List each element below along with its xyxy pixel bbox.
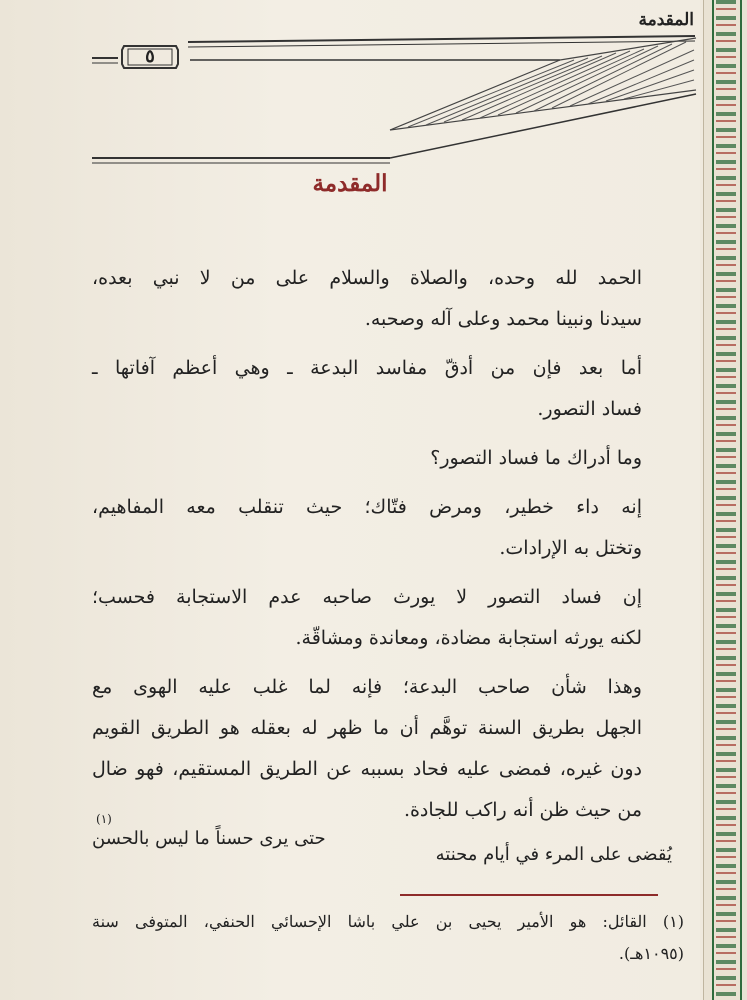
poem-second-hemistich: حتى يرى حسناً ما ليس بالحسن [92, 828, 326, 849]
body-text [92, 258, 672, 839]
text-line: وهذا شأن صاحب البدعة؛ فإنه لما غلب عليه الهوى مع [92, 676, 642, 698]
page-number: ٥ [145, 46, 155, 67]
footnote-line: (١) القائل: هو الأمير يحيى بن علي باشا الإحسائي الحنفي، المتوفى سنة [92, 912, 684, 931]
text-line: وما أدراك ما فساد التصور؟ [430, 447, 642, 469]
paragraph [92, 577, 672, 659]
text-line: أما بعد فإن من أدقّ مفاسد البدعة ـ وهي أعظم آفاتها ـ [92, 357, 642, 379]
footnote-line: (١٠٩٥هـ). [618, 944, 684, 963]
footnote-separator [400, 894, 658, 896]
footnote-marker: (١) [96, 812, 112, 826]
paragraph [92, 667, 672, 831]
poem-verse [92, 820, 672, 880]
header-ornament-rules [90, 30, 700, 170]
running-head-title: المقدمة [638, 10, 694, 30]
text-line: الجهل بطريق السنة توهَّم أن ما ظهر له بعقله هو الطريق القويم [92, 717, 642, 739]
poem-first-hemistich: يُقضى على المرء في أيام محنته [435, 844, 672, 865]
section-title: المقدمة [312, 170, 388, 197]
ornamental-border-band [716, 0, 736, 1000]
facing-page-border [703, 0, 747, 1000]
text-line: الحمد لله وحده، والصلاة والسلام على من لا نبي بعده، [92, 267, 642, 289]
text-line: لكنه يورثه استجابة مضادة، ومعاندة ومشاقّة. [295, 627, 642, 649]
text-line: دون غيره، فمضى عليه فحاد بسببه عن الطريق المستقيم، فهو ضال [92, 758, 642, 780]
text-line: إنه داء خطير، ومرض فتّاك؛ حيث تنقلب معه المفاهيم، [92, 496, 642, 518]
footnote [92, 906, 684, 970]
paragraph [92, 258, 672, 340]
paragraph [92, 348, 672, 430]
text-line: فساد التصور. [537, 398, 642, 420]
text-line: من حيث ظن أنه راكب للجادة. [403, 799, 642, 821]
text-line: وتختل به الإرادات. [499, 537, 642, 559]
text-line: إن فساد التصور لا يورث صاحبه عدم الاستجابة فحسب؛ [92, 586, 642, 608]
paragraph [92, 438, 672, 479]
border-line [740, 0, 742, 1000]
paragraph [92, 487, 672, 569]
border-line [712, 0, 714, 1000]
text-line: سيدنا ونبينا محمد وعلى آله وصحبه. [364, 308, 642, 330]
page-number-frame [120, 44, 180, 70]
